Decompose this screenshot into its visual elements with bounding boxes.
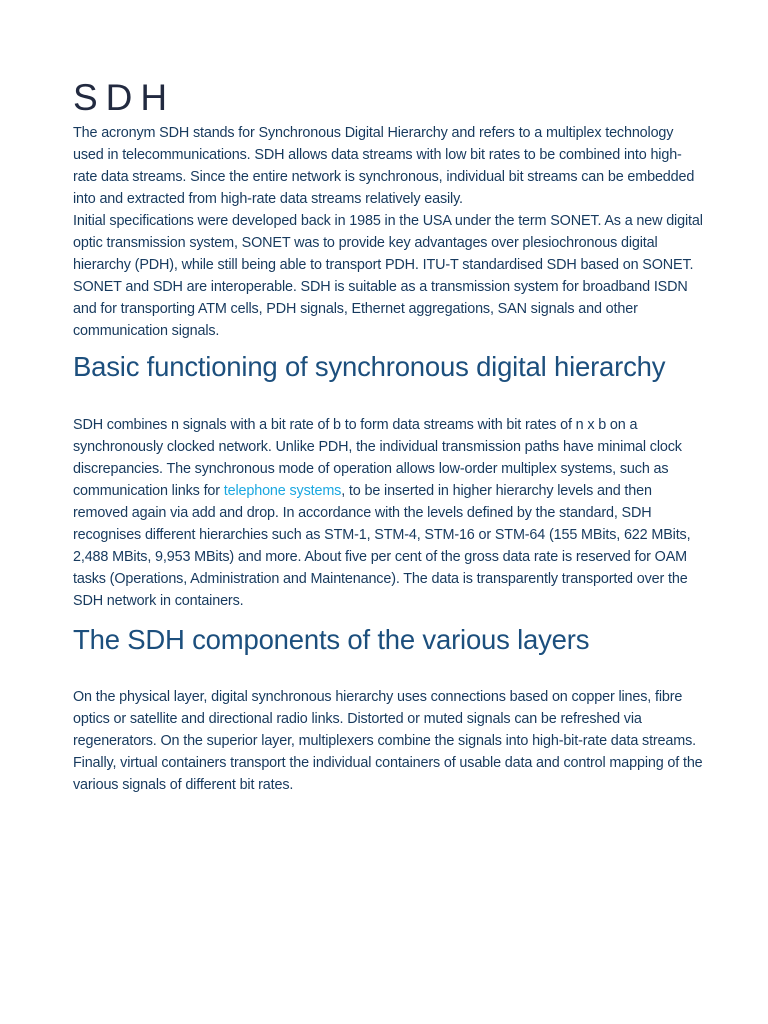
intro-paragraph-2: Initial specifications were developed back in 1985 in the USA under the term SONET. As a new digital optic transmission system, SONET was to provide key advantages over plesiochronous digital hierarchy (PDH), while still being able to transport PDH. ITU-T standardised SDH based on SONET. SONET and SDH are interoperable. SDH is suitable as a transmission system for broadband ISDN and for transporting ATM cells, PDH signals, Ethernet aggregations, SAN signals and other communication signals.: [73, 213, 703, 339]
telephone-systems-link[interactable]: telephone systems: [223, 483, 342, 499]
basic-functioning-heading: Basic functioning of synchronous digital hierarchy: [73, 351, 666, 382]
basic-text-before-link: SDH combines n signals with a bit rate of b to form data streams with bit rates of n x b on a synchronously clocked network. Unlike PDH, the individual transmission paths have minimal clock discrepancies. The synchronous mode of operation allows low-order multiplex systems, such as communication links for: [73, 417, 682, 499]
components-heading: The SDH components of the various layers: [73, 624, 590, 655]
components-paragraph: On the physical layer, digital synchronous hierarchy uses connections based on copper lines, fibre optics or satellite and directional radio links. Distorted or muted signals can be refreshed via regenerators. On the superior layer, multiplexers combine the signals into high-bit-rate data streams. Finally, virtual containers transport the individual containers of usable data and control mapping of the various signals of different bit rates.: [73, 689, 703, 793]
intro-paragraph-1: The acronym SDH stands for Synchronous Digital Hierarchy and refers to a multiplex technology used in telecommunications. SDH allows data streams with low bit rates to be combined into high-rate data streams. Since the entire network is synchronous, individual bit streams can be embedded into and extracted from high-rate data streams relatively easily.: [73, 125, 695, 207]
document-page: [73, 72, 703, 796]
basic-functioning-paragraph: [73, 414, 703, 612]
page-title: SDH: [73, 77, 176, 118]
basic-text-after-link: , to be inserted in higher hierarchy levels and then removed again via add and drop. In accordance with the levels defined by the standard, SDH recognises different hierarchies such as STM-1, STM-4, STM-16 or STM-64 (155 MBits, 622 MBits, 2,488 MBits, 9,953 MBits) and more. About five per cent of the gross data rate is reserved for OAM tasks (Operations, Administration and Maintenance). The data is transparently transported over the SDH network in containers.: [73, 483, 691, 609]
